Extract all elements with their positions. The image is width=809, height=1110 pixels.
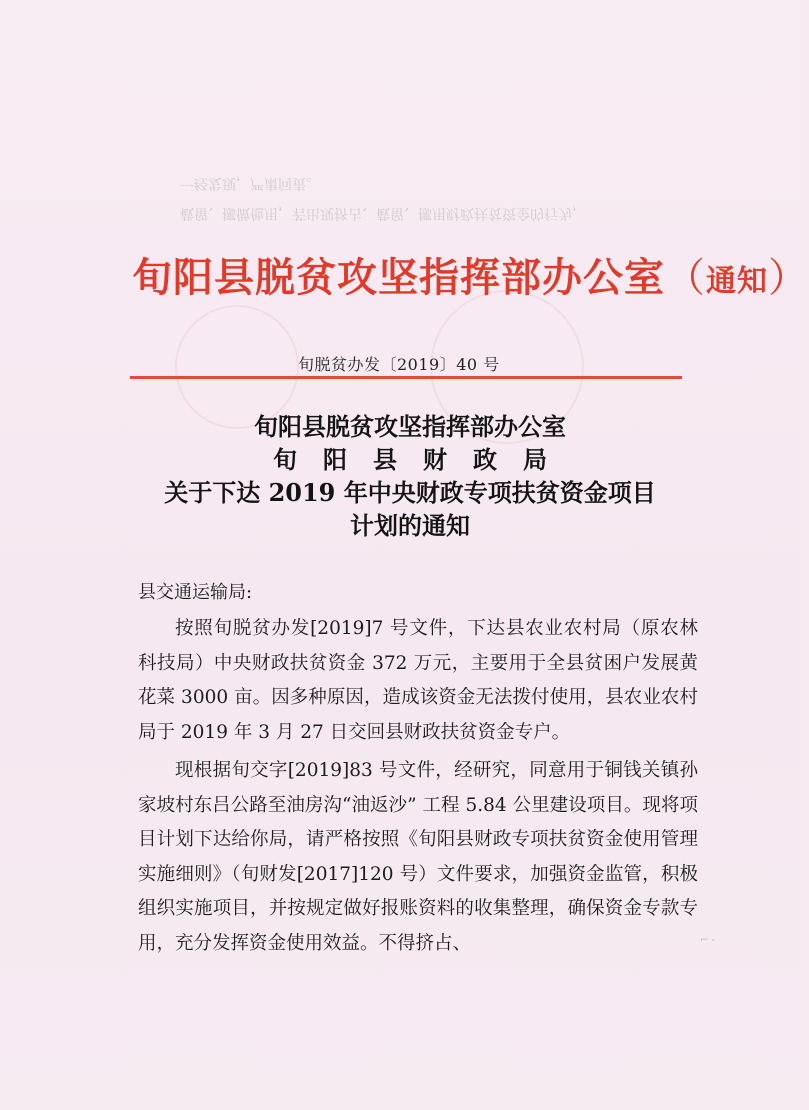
bleed-line-1: 截留、挪做他用，若出现挤占、截留、挪用财政扶贫资金的行为，: [180, 205, 586, 221]
paragraph-1: 按照旬脱贫办发[2019]7 号文件，下达县农业农村局（原农林科技局）中央财政扶贫资金 372 万元，主要用于全县贫困户发展黄花菜 3000 亩。因多种原因，造成该资金无法拨付使用，县农业农村局于 2019 年 3 月 27 日交回县财政扶贫资金专户。: [138, 618, 698, 743]
document-title: [110, 410, 710, 542]
bleed-through-text: [180, 168, 660, 228]
org-title: 旬阳县脱贫攻坚指挥部办公室: [132, 254, 665, 301]
title-line-2: 旬阳县财政局: [273, 445, 573, 474]
paren-close: ）: [768, 255, 809, 301]
title-line-3: 关于下达 2019 年中央财政专项扶贫资金项目: [164, 478, 656, 507]
red-header-title: [132, 246, 809, 303]
paragraph-2: 现根据旬交字[2019]83 号文件，经研究，同意用于铜钱关镇孙家坡村东吕公路至油房沟“油返沙” 工程 5.84 公里建设项目。现将项目计划下达给你局，请严格按照《旬阳县财政专项扶贫资金使用管理实施细则》（旬财发[2017]120 号）文件要求，加强资金监管，积极组织实施项目，并按规定做好报账资料的收集整理，确保资金专款专用，充分发挥资金使用效益。不得挤占、: [138, 760, 698, 954]
red-divider-line: [130, 376, 682, 379]
scan-smudge-mark: ⌐ -: [700, 935, 715, 946]
addressee: 县交通运输局:: [138, 582, 253, 603]
bleed-line-2: 一经发现，严肃问责。: [180, 175, 320, 191]
title-line-1: 旬阳县脱贫攻坚指挥部办公室: [254, 412, 566, 441]
title-line-4: 计划的通知: [350, 511, 470, 540]
notice-label: 通知: [706, 264, 768, 299]
paren-open: （: [665, 255, 706, 301]
document-number: 旬脱贫办发〔2019〕40 号: [298, 355, 500, 374]
body-text: [138, 612, 698, 965]
